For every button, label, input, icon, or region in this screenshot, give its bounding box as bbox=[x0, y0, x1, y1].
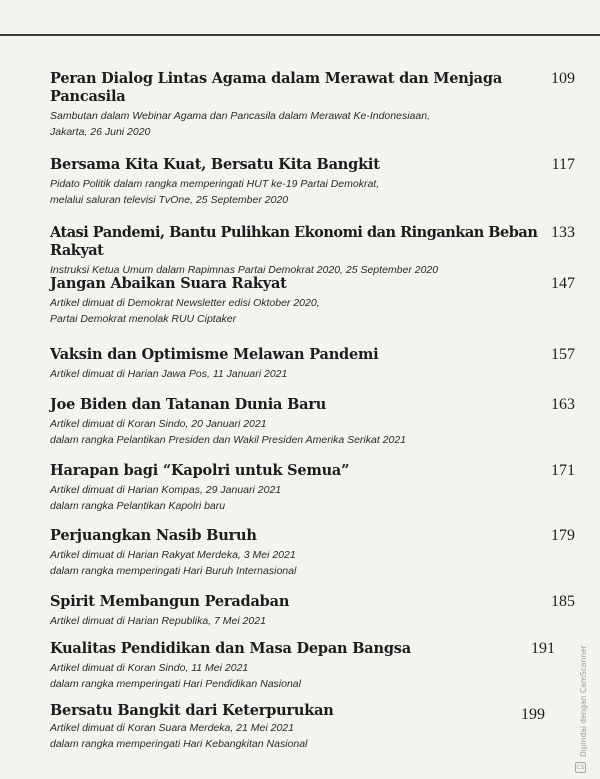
entry-description bbox=[50, 660, 520, 692]
entry-title: Harapan bagi “Kapolri untuk Semua” bbox=[50, 462, 350, 479]
entry-page-number: 133 bbox=[551, 224, 575, 241]
entry-description-line: Artikel dimuat di Harian Republika, 7 Mei 2021 bbox=[50, 615, 266, 627]
entry-description-line: melalui saluran televisi TvOne, 25 September 2020 bbox=[50, 194, 289, 206]
entry-description-line: Artikel dimuat di Harian Kompas, 29 Januari 2021 bbox=[50, 484, 282, 496]
entry-description-line: Artikel dimuat di Harian Jawa Pos, 11 Januari 2021 bbox=[50, 368, 288, 380]
entry-description-line: Artikel dimuat di Harian Rakyat Merdeka, 3 Mei 2021 bbox=[50, 549, 296, 561]
entry-page-number: 163 bbox=[551, 396, 575, 413]
entry-title: Spirit Membangun Peradaban bbox=[50, 593, 290, 610]
toc-entry bbox=[50, 224, 575, 278]
entry-page-number: 147 bbox=[551, 275, 575, 292]
camscanner-watermark bbox=[574, 645, 588, 775]
entry-page-number: 117 bbox=[551, 156, 575, 173]
entry-page-number: 157 bbox=[551, 346, 575, 363]
entry-title: Bersatu Bangkit dari Keterpurukan bbox=[50, 702, 334, 719]
entry-title: Perjuangkan Nasib Buruh bbox=[50, 527, 257, 544]
toc-entry bbox=[50, 702, 575, 752]
entry-description-line: dalam rangka Pelantikan Kapolri baru bbox=[50, 500, 226, 512]
watermark-text: Dipindai dengan CamScanner bbox=[579, 645, 588, 757]
toc-entry bbox=[50, 70, 575, 140]
entry-page-number: 191 bbox=[531, 640, 555, 657]
top-rule bbox=[0, 34, 600, 36]
entry-description-line: dalam rangka memperingati Hari Pendidikan Nasional bbox=[50, 678, 301, 690]
entry-page-number: 179 bbox=[551, 527, 575, 544]
camscanner-logo-icon: CS bbox=[576, 764, 585, 771]
entry-page-number: 109 bbox=[551, 70, 575, 87]
entry-description-line: dalam rangka Pelantikan Presiden dan Wakil Presiden Amerika Serikat 2021 bbox=[50, 434, 407, 446]
entry-description-line: Jakarta, 26 Juni 2020 bbox=[50, 126, 151, 138]
entry-description-line: Sambutan dalam Webinar Agama dan Pancasila dalam Merawat Ke-Indonesiaan, bbox=[50, 110, 430, 122]
toc-entry bbox=[50, 156, 575, 208]
entry-description bbox=[50, 366, 520, 382]
entry-page-number: 199 bbox=[521, 706, 545, 723]
toc-entry bbox=[50, 396, 575, 448]
entry-description-line: Artikel dimuat di Koran Sindo, 11 Mei 2021 bbox=[50, 662, 249, 674]
entry-description bbox=[50, 613, 520, 629]
entry-description bbox=[50, 176, 520, 208]
entry-page-number: 185 bbox=[551, 593, 575, 610]
entry-description-line: Partai Demokrat menolak RUU Ciptaker bbox=[50, 313, 237, 325]
entry-description bbox=[50, 482, 520, 514]
toc-entry bbox=[50, 275, 575, 327]
entry-title: Joe Biden dan Tatanan Dunia Baru bbox=[50, 396, 327, 413]
entry-description-line: dalam rangka memperingati Hari Buruh Internasional bbox=[50, 565, 297, 577]
entry-title: Jangan Abaikan Suara Rakyat bbox=[50, 275, 287, 292]
entry-description-line: Artikel dimuat di Demokrat Newsletter edisi Oktober 2020, bbox=[50, 297, 320, 309]
toc-entry bbox=[50, 462, 575, 514]
toc-entry bbox=[50, 346, 575, 382]
entry-title: Atasi Pandemi, Bantu Pulihkan Ekonomi dan Ringankan Beban Rakyat bbox=[50, 224, 538, 259]
entry-title: Kualitas Pendidikan dan Masa Depan Bangsa bbox=[50, 640, 411, 657]
entry-description bbox=[50, 547, 520, 579]
entry-description bbox=[50, 416, 520, 448]
toc-entry bbox=[50, 527, 575, 579]
entry-description bbox=[50, 295, 520, 327]
toc-entry bbox=[50, 593, 575, 629]
entry-description-line: Artikel dimuat di Koran Sindo, 20 Januari 2021 bbox=[50, 418, 267, 430]
entry-description-line: Pidato Politik dalam rangka memperingati HUT ke-19 Partai Demokrat, bbox=[50, 178, 380, 190]
entry-title: Vaksin dan Optimisme Melawan Pandemi bbox=[50, 346, 379, 363]
toc-entry bbox=[50, 640, 575, 692]
entry-description-line: Instruksi Ketua Umum dalam Rapimnas Partai Demokrat 2020, 25 September 2020 bbox=[50, 264, 439, 276]
entry-description-line: dalam rangka memperingati Hari Kebangkitan Nasional bbox=[50, 738, 308, 750]
entry-title: Peran Dialog Lintas Agama dalam Merawat dan Menjaga Pancasila bbox=[50, 70, 503, 105]
entry-title: Bersama Kita Kuat, Bersatu Kita Bangkit bbox=[50, 156, 380, 173]
entry-page-number: 171 bbox=[551, 462, 575, 479]
entry-description bbox=[50, 108, 520, 140]
entry-description-line: Artikel dimuat di Koran Suara Merdeka, 21 Mei 2021 bbox=[50, 722, 294, 734]
entry-description bbox=[50, 720, 520, 752]
